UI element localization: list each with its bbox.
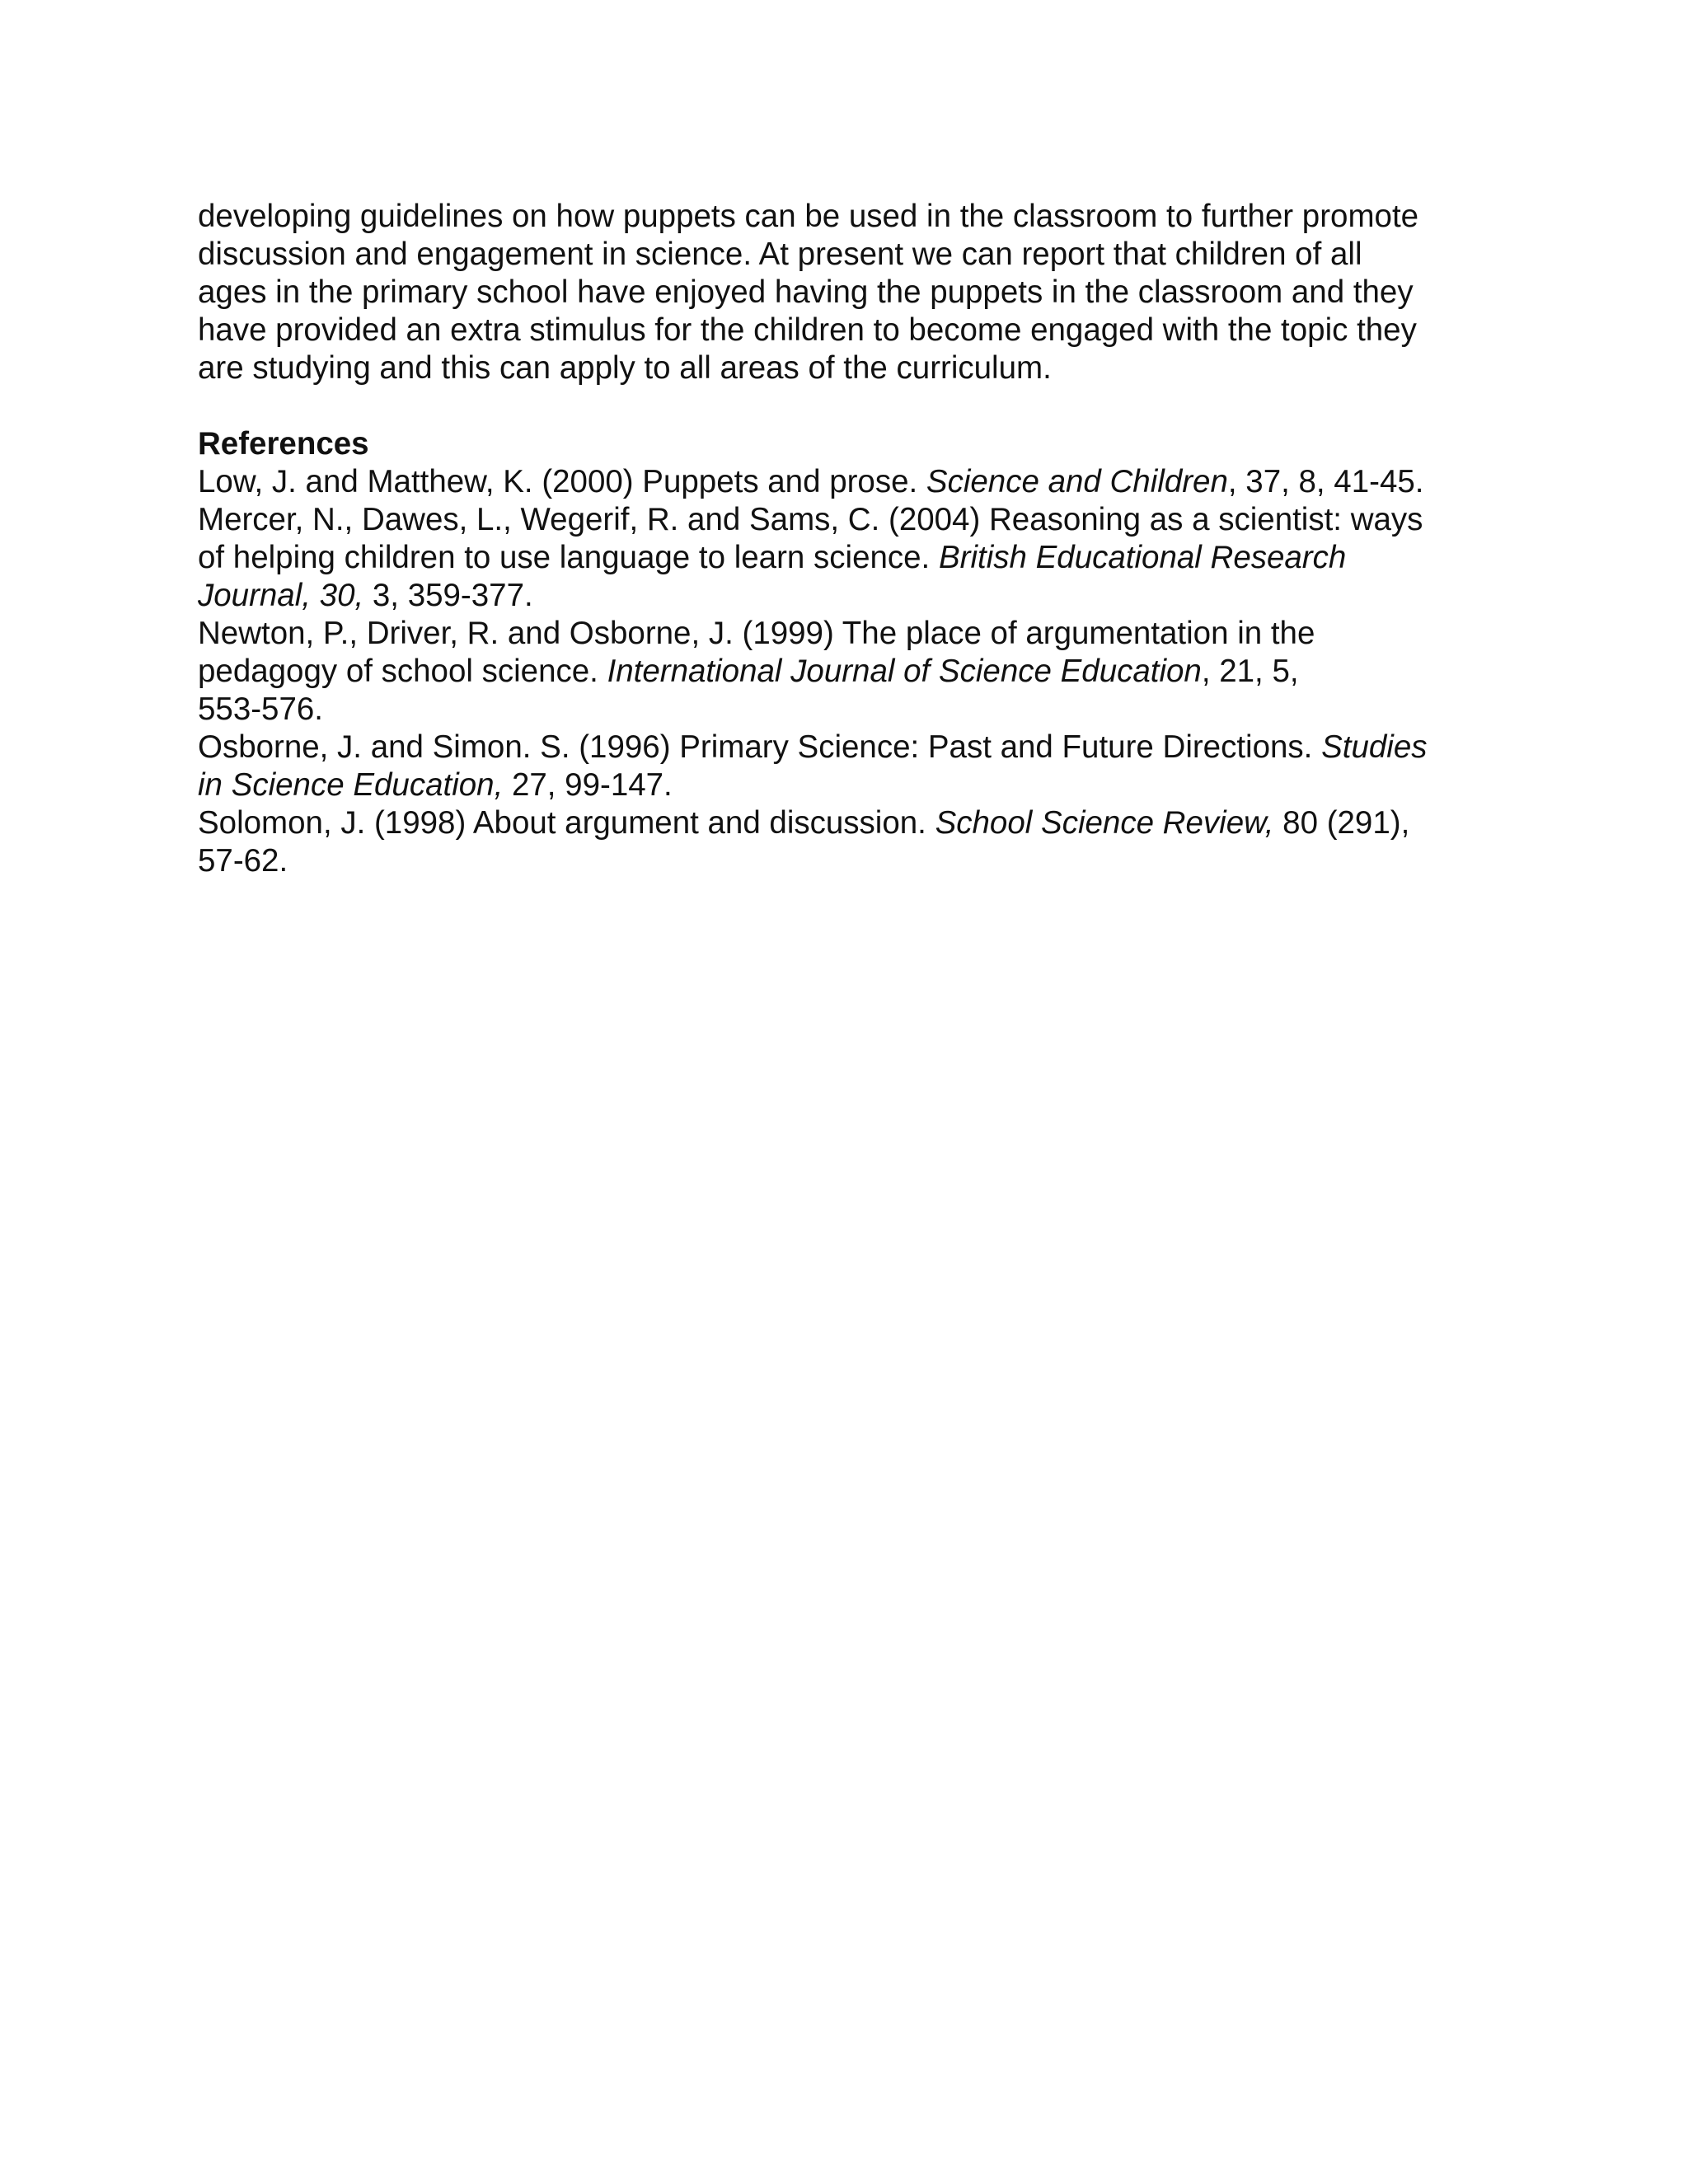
reference-line — [198, 577, 1500, 615]
reference-line — [198, 766, 1500, 804]
paragraph-line: discussion and engagement in science. At present we can report that children of all — [198, 237, 1362, 272]
reference-item — [198, 615, 1500, 729]
reference-journal: Studies — [1321, 729, 1428, 765]
reference-text: , 37, 8, 41-45. — [1227, 464, 1424, 499]
reference-line — [198, 501, 1500, 539]
reference-text: 3, 359-377. — [363, 578, 533, 613]
paragraph-line: ages in the primary school have enjoyed having the puppets in the classroom and they — [198, 274, 1414, 310]
paragraph-line: are studying and this can apply to all areas of the curriculum. — [198, 350, 1052, 386]
reference-line — [198, 653, 1500, 691]
references-heading: References — [198, 426, 369, 462]
reference-text: of helping children to use language to learn science. — [198, 540, 939, 575]
reference-journal: School Science Review, — [935, 805, 1274, 841]
reference-item — [198, 501, 1500, 615]
reference-item — [198, 463, 1500, 501]
reference-text: Mercer, N., Dawes, L., Wegerif, R. and Sams, C. (2004) Reasoning as a scientist: ways — [198, 502, 1423, 537]
reference-journal: in Science Education, — [198, 767, 504, 803]
reference-text: Low, J. and Matthew, K. (2000) Puppets and prose. — [198, 464, 926, 499]
reference-journal: British Educational Research — [938, 540, 1347, 575]
reference-text: 553-576. — [198, 691, 323, 727]
reference-text: 57-62. — [198, 843, 288, 879]
paragraph-line: developing guidelines on how puppets can be used in the classroom to further promote — [198, 199, 1419, 234]
reference-text: Newton, P., Driver, R. and Osborne, J. (1999) The place of argumentation in the — [198, 616, 1315, 651]
reference-item — [198, 804, 1500, 880]
reference-text: Solomon, J. (1998) About argument and discussion. — [198, 805, 935, 841]
reference-text: , 21, 5, — [1201, 654, 1299, 689]
document-page — [198, 198, 1500, 880]
reference-line — [198, 539, 1500, 577]
reference-text: 27, 99-147. — [503, 767, 673, 803]
body-paragraph — [198, 198, 1500, 387]
reference-line — [198, 691, 1500, 729]
reference-line — [198, 842, 1500, 880]
reference-line — [198, 804, 1500, 842]
reference-line — [198, 615, 1500, 653]
reference-line — [198, 729, 1500, 766]
reference-journal: Journal, 30, — [198, 578, 364, 613]
reference-item — [198, 729, 1500, 804]
references-list — [198, 463, 1500, 880]
reference-text: pedagogy of school science. — [198, 654, 607, 689]
reference-journal: Science and Children — [926, 464, 1228, 499]
reference-text: Osborne, J. and Simon. S. (1996) Primary Science: Past and Future Directions. — [198, 729, 1322, 765]
reference-text: 80 (291), — [1273, 805, 1410, 841]
reference-journal: International Journal of Science Education — [607, 654, 1202, 689]
paragraph-line: have provided an extra stimulus for the children to become engaged with the topic they — [198, 312, 1417, 348]
reference-line — [198, 463, 1500, 501]
